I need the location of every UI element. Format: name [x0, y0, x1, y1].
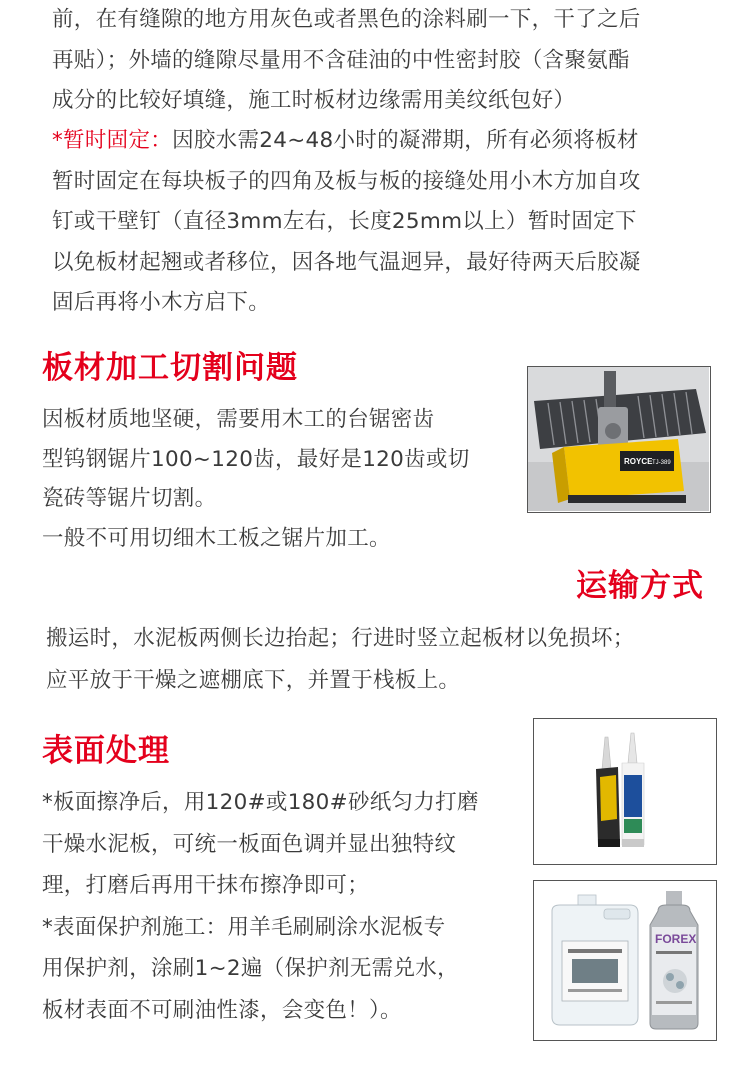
bottle-brand-label: FOREX [655, 932, 697, 946]
intro-line: 成分的比较好填缝，施工时板材边缘需用美纹纸包好） [52, 88, 576, 113]
temp-fix-line: 钉或干壁钉（直径3mm左右，长度25mm以上）暂时固定下 [52, 209, 637, 234]
transport-paragraph [46, 618, 635, 702]
surface-line: *板面擦净后，用120#或180#砂纸匀力打磨 [42, 790, 479, 815]
protective-agent-photo [533, 880, 717, 1041]
temp-fix-line: 暂时固定在每块板子的四角及板与板的接缝处用小木方加自攻 [52, 168, 641, 194]
surface-heading: 表面处理 [42, 733, 170, 769]
cutting-line: 因板材质地坚硬，需要用木工的台锯密齿 [42, 407, 435, 432]
intro-line: 再贴）；外墙的缝隙尽量用不含硅油的中性密封胶（含聚氨酯 [52, 47, 630, 73]
temp-fix-first-line [52, 121, 641, 162]
surface-line: 干燥水泥板，可统一板面色调并显出独特纹 [42, 831, 457, 857]
cutting-paragraph [42, 400, 470, 558]
surface-line: 理，打磨后再用干抹布擦净即可； [42, 873, 370, 899]
temp-fix-line: 固后再将小木方启下。 [52, 290, 271, 315]
temp-fix-first-text: 因胶水需24~48小时的凝滞期，所有必须将板材 [172, 128, 639, 153]
intro-paragraph [52, 0, 641, 122]
temp-fix-label: *暂时固定： [52, 128, 173, 153]
saw-brand-label: ROYCE [624, 457, 653, 466]
cutting-heading: 板材加工切割问题 [42, 350, 298, 386]
cutting-line: 型钨钢锯片100~120齿，最好是120齿或切 [42, 446, 470, 472]
intro-line: 前，在有缝隙的地方用灰色或者黑色的涂料刷一下，干了之后 [52, 7, 641, 32]
protective-agent-illustration [534, 881, 715, 1039]
sealant-tubes-photo [533, 718, 717, 865]
surface-line: *表面保护剂施工：用羊毛刷刷涂水泥板专 [42, 914, 446, 940]
surface-paragraph [42, 782, 479, 1032]
cutting-line: 瓷砖等锯片切割。 [42, 486, 217, 511]
table-saw-photo [527, 366, 711, 513]
cutting-line: 一般不可用切细木工板之锯片加工。 [42, 525, 391, 551]
saw-model-label: TJ-389 [652, 460, 671, 466]
sealant-tubes-illustration [534, 719, 715, 863]
surface-line: 板材表面不可刷油性漆，会变色！）。 [42, 997, 402, 1023]
temp-fix-line: 以免板材起翘或者移位，因各地气温迥异，最好待两天后胶凝 [52, 249, 641, 275]
temp-fix-paragraph [52, 121, 641, 324]
transport-line: 应平放于干燥之遮棚底下，并置于栈板上。 [46, 668, 461, 693]
surface-line: 用保护剂，涂刷1~2遍（保护剂无需兑水， [42, 956, 459, 982]
table-saw-illustration [528, 367, 709, 511]
transport-line: 搬运时，水泥板两侧长边抬起；行进时竖立起板材以免损坏； [46, 626, 635, 651]
transport-heading: 运输方式 [576, 568, 704, 604]
